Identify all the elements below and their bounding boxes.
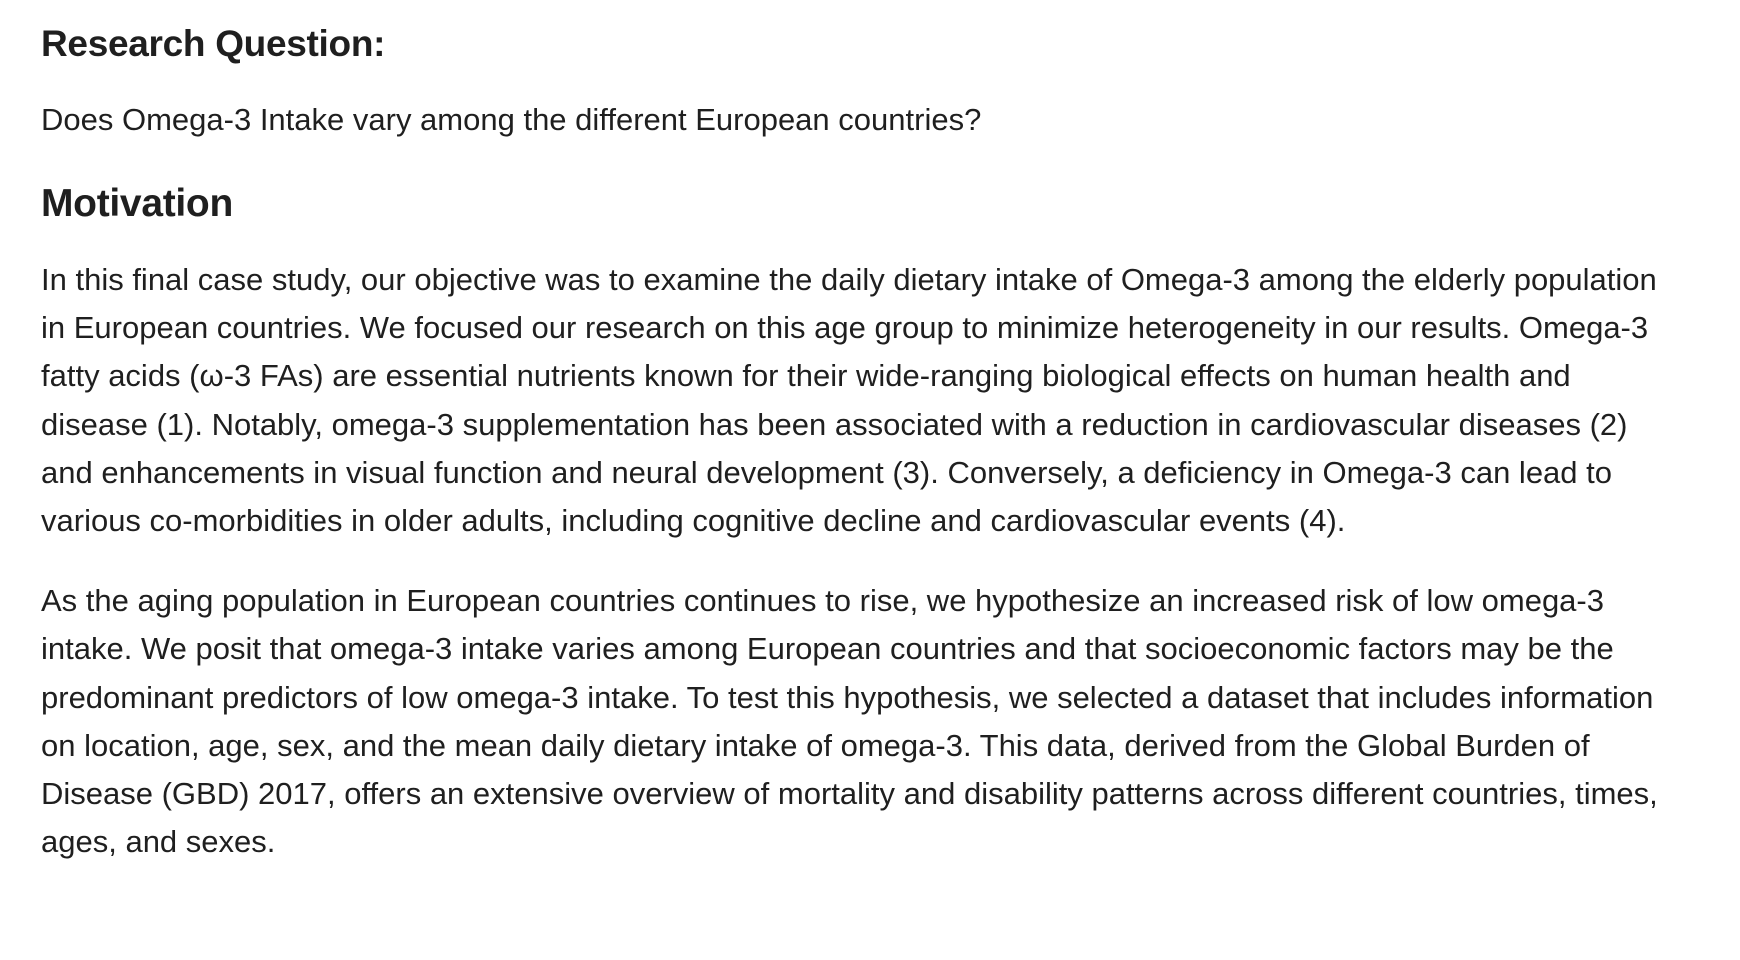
motivation-heading: Motivation [41, 182, 233, 225]
research-question-heading: Research Question: [41, 23, 386, 64]
motivation-paragraph-2: As the aging population in European countries continues to rise, we hypothesize an increased risk of low omega-3 intake. We posit that omega-3 intake varies among European countries and that socioeconomic factors may be the predominant predictors of low omega-3 intake. To test this hypothesis, we selected a dataset that includes information on location, age, sex, and the mean daily dietary intake of omega-3. This data, derived from the Global Burden of Disease (GBD) 2017, offers an extensive overview of mortality and disability patterns across different countries, times, ages, and sexes. [41, 583, 1658, 860]
motivation-paragraph-1: In this final case study, our objective was to examine the daily dietary intake of Omega-3 among the elderly population in European countries. We focused our research on this age group to minimize heterogeneity in our results. Omega-3 fatty acids (ω-3 FAs) are essential nutrients known for their wide-ranging biological effects on human health and disease (1). Notably, omega-3 supplementation has been associated with a reduction in cardiovascular diseases (2) and enhancements in visual function and neural development (3). Conversely, a deficiency in Omega-3 can lead to various co-morbidities in older adults, including cognitive decline and cardiovascular events (4). [41, 262, 1657, 539]
research-question-text: Does Omega-3 Intake vary among the different European countries? [41, 102, 982, 137]
